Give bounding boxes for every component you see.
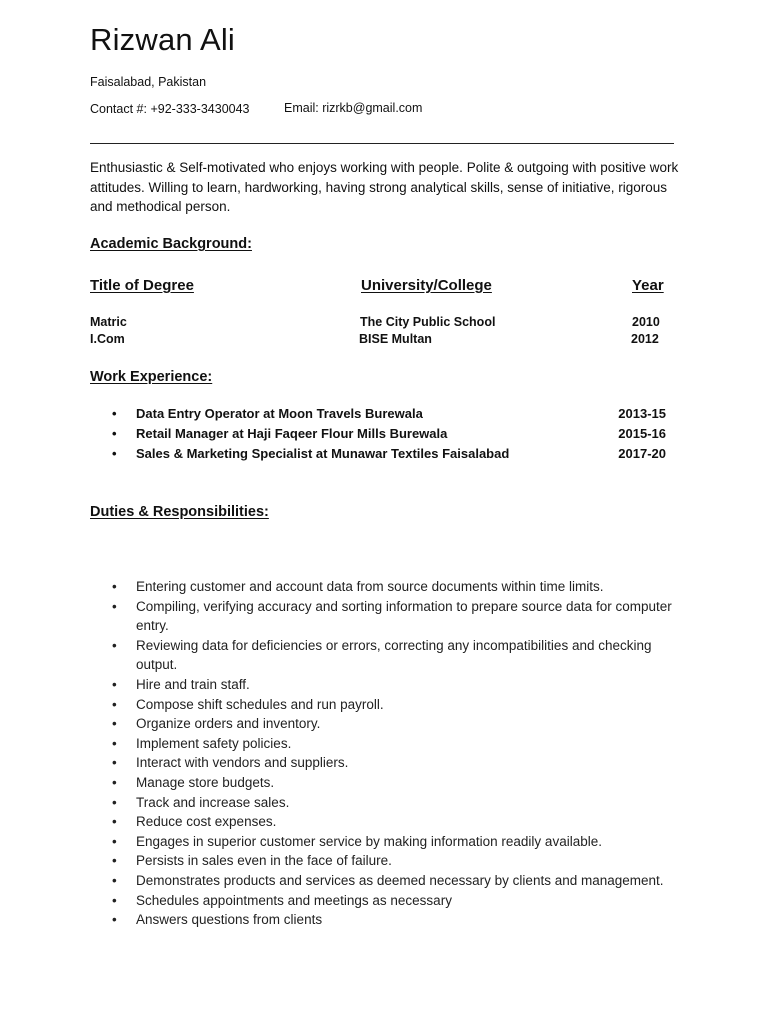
candidate-name: Rizwan Ali (90, 22, 235, 57)
duty-text: Interact with vendors and suppliers. (136, 755, 349, 771)
job-years: 2015-16 (618, 426, 666, 441)
university-cell: The City Public School (360, 315, 496, 329)
university-cell: BISE Multan (359, 332, 432, 346)
candidate-location: Faisalabad, Pakistan (90, 75, 207, 89)
list-item (90, 426, 680, 446)
duty-text: Persists in sales even in the face of failure. (136, 853, 392, 869)
list-item (90, 871, 680, 891)
list-item (90, 891, 680, 911)
duty-text: Track and increase sales. (136, 794, 290, 810)
list-item (90, 910, 680, 930)
bullet-icon: • (112, 579, 117, 594)
list-item (90, 406, 680, 426)
job-years: 2013-15 (618, 406, 666, 421)
email-address: Email: rizrkb@gmail.com (284, 101, 423, 115)
bullet-icon: • (112, 598, 117, 614)
bullet-icon: • (112, 637, 117, 653)
duty-text: Reviewing data for deficiencies or errors, correcting any incompatibilities and checking output. (136, 637, 652, 673)
bullet-icon: • (112, 872, 117, 888)
profile-summary: Enthusiastic & Self-motivated who enjoys working with people. Polite & outgoing with positive work attitudes. Willing to learn, hardworking, having strong analytical skills, sense of initiative, rigorous and methodical person. (90, 160, 679, 214)
contact-number: Contact #: +92-333-3430043 (90, 102, 250, 116)
job-title: Sales & Marketing Specialist at Munawar Textiles Faisalabad (136, 446, 510, 461)
bullet-icon: • (112, 755, 117, 771)
bullet-icon: • (112, 696, 117, 712)
list-item (90, 675, 680, 695)
duty-text: Reduce cost expenses. (136, 814, 277, 830)
degree-cell: Matric (90, 315, 127, 329)
job-years: 2017-20 (618, 446, 666, 461)
list-item (90, 773, 680, 793)
list-item (90, 636, 680, 675)
header-divider (90, 143, 674, 144)
bullet-icon: • (112, 446, 117, 461)
column-header-year: Year (632, 277, 664, 294)
list-item (90, 734, 680, 754)
duties-list (90, 577, 680, 930)
list-item (90, 832, 680, 852)
bullet-icon: • (112, 794, 117, 810)
column-header-degree: Title of Degree (90, 277, 194, 294)
year-cell: 2010 (632, 315, 660, 329)
list-item (90, 446, 680, 466)
duty-text: Demonstrates products and services as deemed necessary by clients and management. (136, 872, 664, 888)
list-item (90, 851, 680, 871)
bullet-icon: • (112, 892, 117, 908)
academic-heading: Academic Background: (90, 236, 252, 252)
work-experience-list (90, 406, 680, 466)
bullet-icon: • (112, 676, 117, 692)
list-item (90, 812, 680, 832)
list-item (90, 597, 680, 636)
duties-heading: Duties & Responsibilities: (90, 504, 269, 520)
list-item (90, 793, 680, 813)
bullet-icon: • (112, 406, 117, 421)
duty-text: Compiling, verifying accuracy and sorting information to prepare source data for computer entry. (136, 598, 672, 634)
bullet-icon: • (112, 426, 117, 441)
duty-text: Schedules appointments and meetings as necessary (136, 892, 452, 908)
list-item (90, 695, 680, 715)
duty-text: Compose shift schedules and run payroll. (136, 696, 384, 712)
job-title: Retail Manager at Haji Faqeer Flour Mills Burewala (136, 426, 448, 441)
bullet-icon: • (112, 774, 117, 790)
duty-text: Answers questions from clients (136, 912, 323, 928)
duty-text: Manage store budgets. (136, 774, 275, 790)
bullet-icon: • (112, 912, 117, 928)
work-experience-heading: Work Experience: (90, 369, 213, 385)
list-item (90, 714, 680, 734)
degree-cell: I.Com (90, 332, 125, 346)
bullet-icon: • (112, 735, 117, 751)
year-cell: 2012 (631, 332, 659, 346)
duty-text: Implement safety policies. (136, 735, 292, 751)
bullet-icon: • (112, 716, 117, 732)
bullet-icon: • (112, 853, 117, 869)
bullet-icon: • (112, 833, 117, 849)
list-item (90, 577, 680, 597)
job-title: Data Entry Operator at Moon Travels Burewala (136, 406, 423, 421)
column-header-university: University/College (361, 277, 492, 294)
duty-text: Hire and train staff. (136, 676, 250, 692)
bullet-icon: • (112, 814, 117, 830)
list-item (90, 753, 680, 773)
duty-text: Organize orders and inventory. (136, 716, 321, 732)
duty-text: Entering customer and account data from source documents within time limits. (136, 579, 604, 594)
duty-text: Engages in superior customer service by making information readily available. (136, 833, 602, 849)
